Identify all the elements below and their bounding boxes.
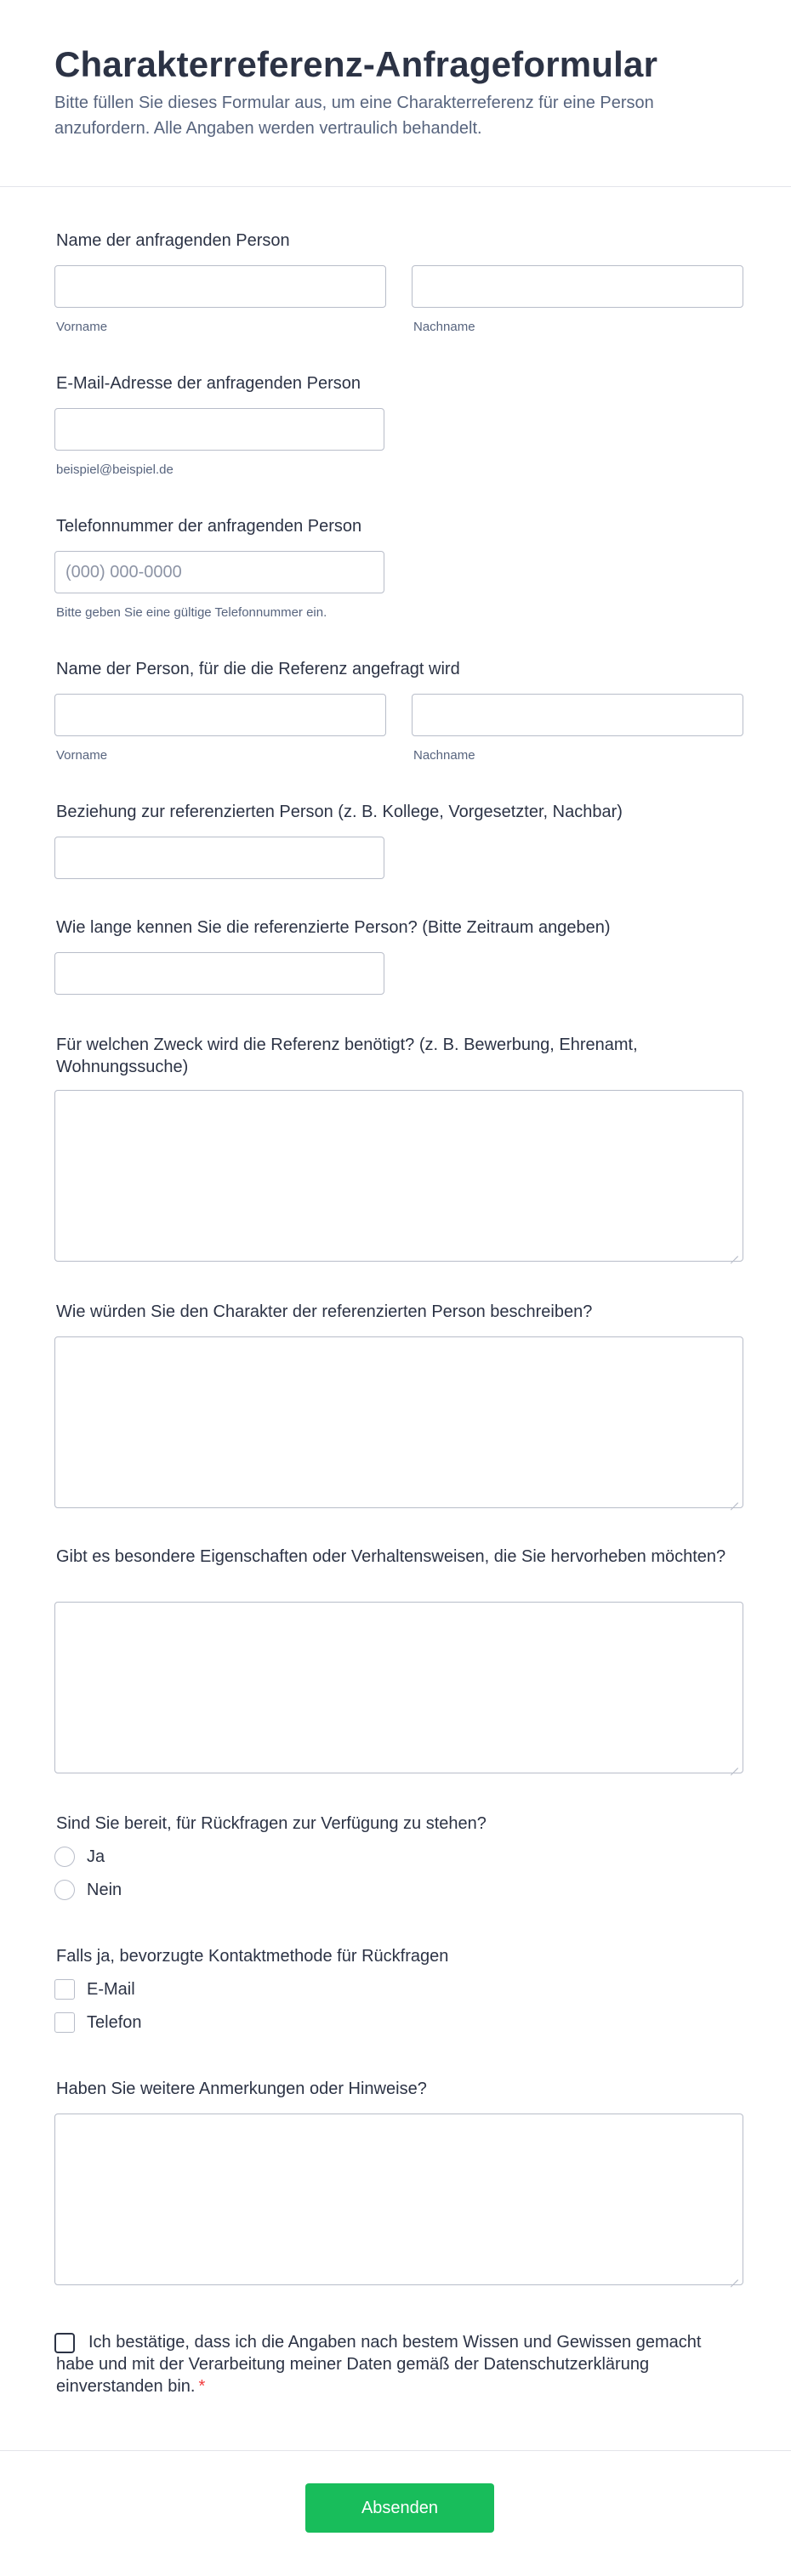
checkbox[interactable] <box>54 2012 75 2033</box>
character-textarea[interactable] <box>54 1336 743 1508</box>
requester-email-input[interactable] <box>54 408 384 451</box>
purpose-label: Für welchen Zweck wird die Referenz benötigt? (z. B. Bewerbung, Ehrenamt, Wohnungssuche) <box>56 1036 638 1076</box>
availability-option-label: Nein <box>87 1880 122 1899</box>
purpose-textarea[interactable] <box>54 1090 743 1262</box>
subject-name-label: Name der Person, für die die Referenz angefragt wird <box>56 660 460 678</box>
requester-phone-sublabel: Bitte geben Sie eine gültige Telefonnummer ein. <box>56 605 327 620</box>
requester-phone-field <box>54 515 743 626</box>
traits-field <box>54 1546 743 1775</box>
requester-phone-input[interactable] <box>54 551 384 593</box>
availability-field <box>54 1813 743 1915</box>
subject-last-name-input[interactable] <box>412 694 743 736</box>
requester-email-field <box>54 372 743 483</box>
availability-option-no[interactable] <box>54 1878 122 1902</box>
character-field <box>54 1301 743 1510</box>
duration-label: Wie lange kennen Sie die referenzierte Person? (Bitte Zeitraum angeben) <box>56 918 611 937</box>
radio-button[interactable] <box>54 1847 75 1867</box>
relationship-field <box>54 801 743 886</box>
requester-first-name-sublabel: Vorname <box>56 320 108 334</box>
required-asterisk: * <box>198 2377 206 2396</box>
radio-button[interactable] <box>54 1880 75 1900</box>
requester-name-field <box>54 230 743 340</box>
relationship-input[interactable] <box>54 837 384 879</box>
requester-last-name-sublabel: Nachname <box>413 320 475 334</box>
purpose-field <box>54 1034 743 1263</box>
subject-last-name-sublabel: Nachname <box>413 748 475 763</box>
requester-name-label: Name der anfragenden Person <box>56 231 290 250</box>
contact-method-option-label: E-Mail <box>87 1979 135 1999</box>
availability-option-yes[interactable] <box>54 1845 105 1869</box>
relationship-label: Beziehung zur referenzierten Person (z. B. Kollege, Vorgesetzter, Nachbar) <box>56 803 623 821</box>
contact-method-label: Falls ja, bevorzugte Kontaktmethode für Rückfragen <box>56 1947 449 1966</box>
consent-field <box>54 2331 743 2401</box>
contact-method-option-phone[interactable] <box>54 2011 142 2034</box>
consent-label: Ich bestätige, dass ich die Angaben nach bestem Wissen und Gewissen gemacht habe und mit der Verarbeitung meiner Daten gemäß der Datenschutzerklärung einverstanden bin. <box>56 2333 702 2396</box>
subject-first-name-sublabel: Vorname <box>56 748 108 763</box>
duration-input[interactable] <box>54 952 384 995</box>
traits-textarea[interactable] <box>54 1602 743 1773</box>
traits-label: Gibt es besondere Eigenschaften oder Verhaltensweisen, die Sie hervorheben möchten? <box>56 1547 726 1566</box>
contact-method-option-label: Telefon <box>87 2012 142 2032</box>
submit-button[interactable]: Absenden <box>305 2483 494 2533</box>
requester-phone-label: Telefonnummer der anfragenden Person <box>56 517 362 536</box>
checkbox[interactable] <box>54 1979 75 2000</box>
duration-field <box>54 916 743 1001</box>
availability-label: Sind Sie bereit, für Rückfragen zur Verfügung zu stehen? <box>56 1814 487 1833</box>
resize-grip-icon[interactable] <box>730 1495 738 1503</box>
character-label: Wie würden Sie den Charakter der referenzierten Person beschreiben? <box>56 1302 593 1321</box>
remarks-field <box>54 2078 743 2287</box>
contact-method-field <box>54 1945 743 2047</box>
subject-first-name-input[interactable] <box>54 694 386 736</box>
requester-email-sublabel: beispiel@beispiel.de <box>56 462 174 477</box>
consent-text <box>54 2331 743 2397</box>
subject-name-field <box>54 658 743 769</box>
form-footer <box>0 2450 791 2576</box>
requester-first-name-input[interactable] <box>54 265 386 308</box>
form-subtitle: Bitte füllen Sie dieses Formular aus, um eine Charakterreferenz für eine Person anzufordern. Alle Angaben werden vertraulich behandelt. <box>54 94 654 138</box>
remarks-label: Haben Sie weitere Anmerkungen oder Hinweise? <box>56 2080 427 2098</box>
resize-grip-icon[interactable] <box>730 2272 738 2280</box>
consent-checkbox[interactable] <box>54 2333 75 2353</box>
form-header <box>0 0 791 187</box>
resize-grip-icon[interactable] <box>730 1760 738 1768</box>
remarks-textarea[interactable] <box>54 2114 743 2285</box>
contact-method-option-email[interactable] <box>54 1977 135 2001</box>
availability-option-label: Ja <box>87 1847 105 1866</box>
form-title: Charakterreferenz-Anfrageformular <box>54 44 658 84</box>
resize-grip-icon[interactable] <box>730 1248 738 1257</box>
requester-last-name-input[interactable] <box>412 265 743 308</box>
requester-email-label: E-Mail-Adresse der anfragenden Person <box>56 374 361 393</box>
